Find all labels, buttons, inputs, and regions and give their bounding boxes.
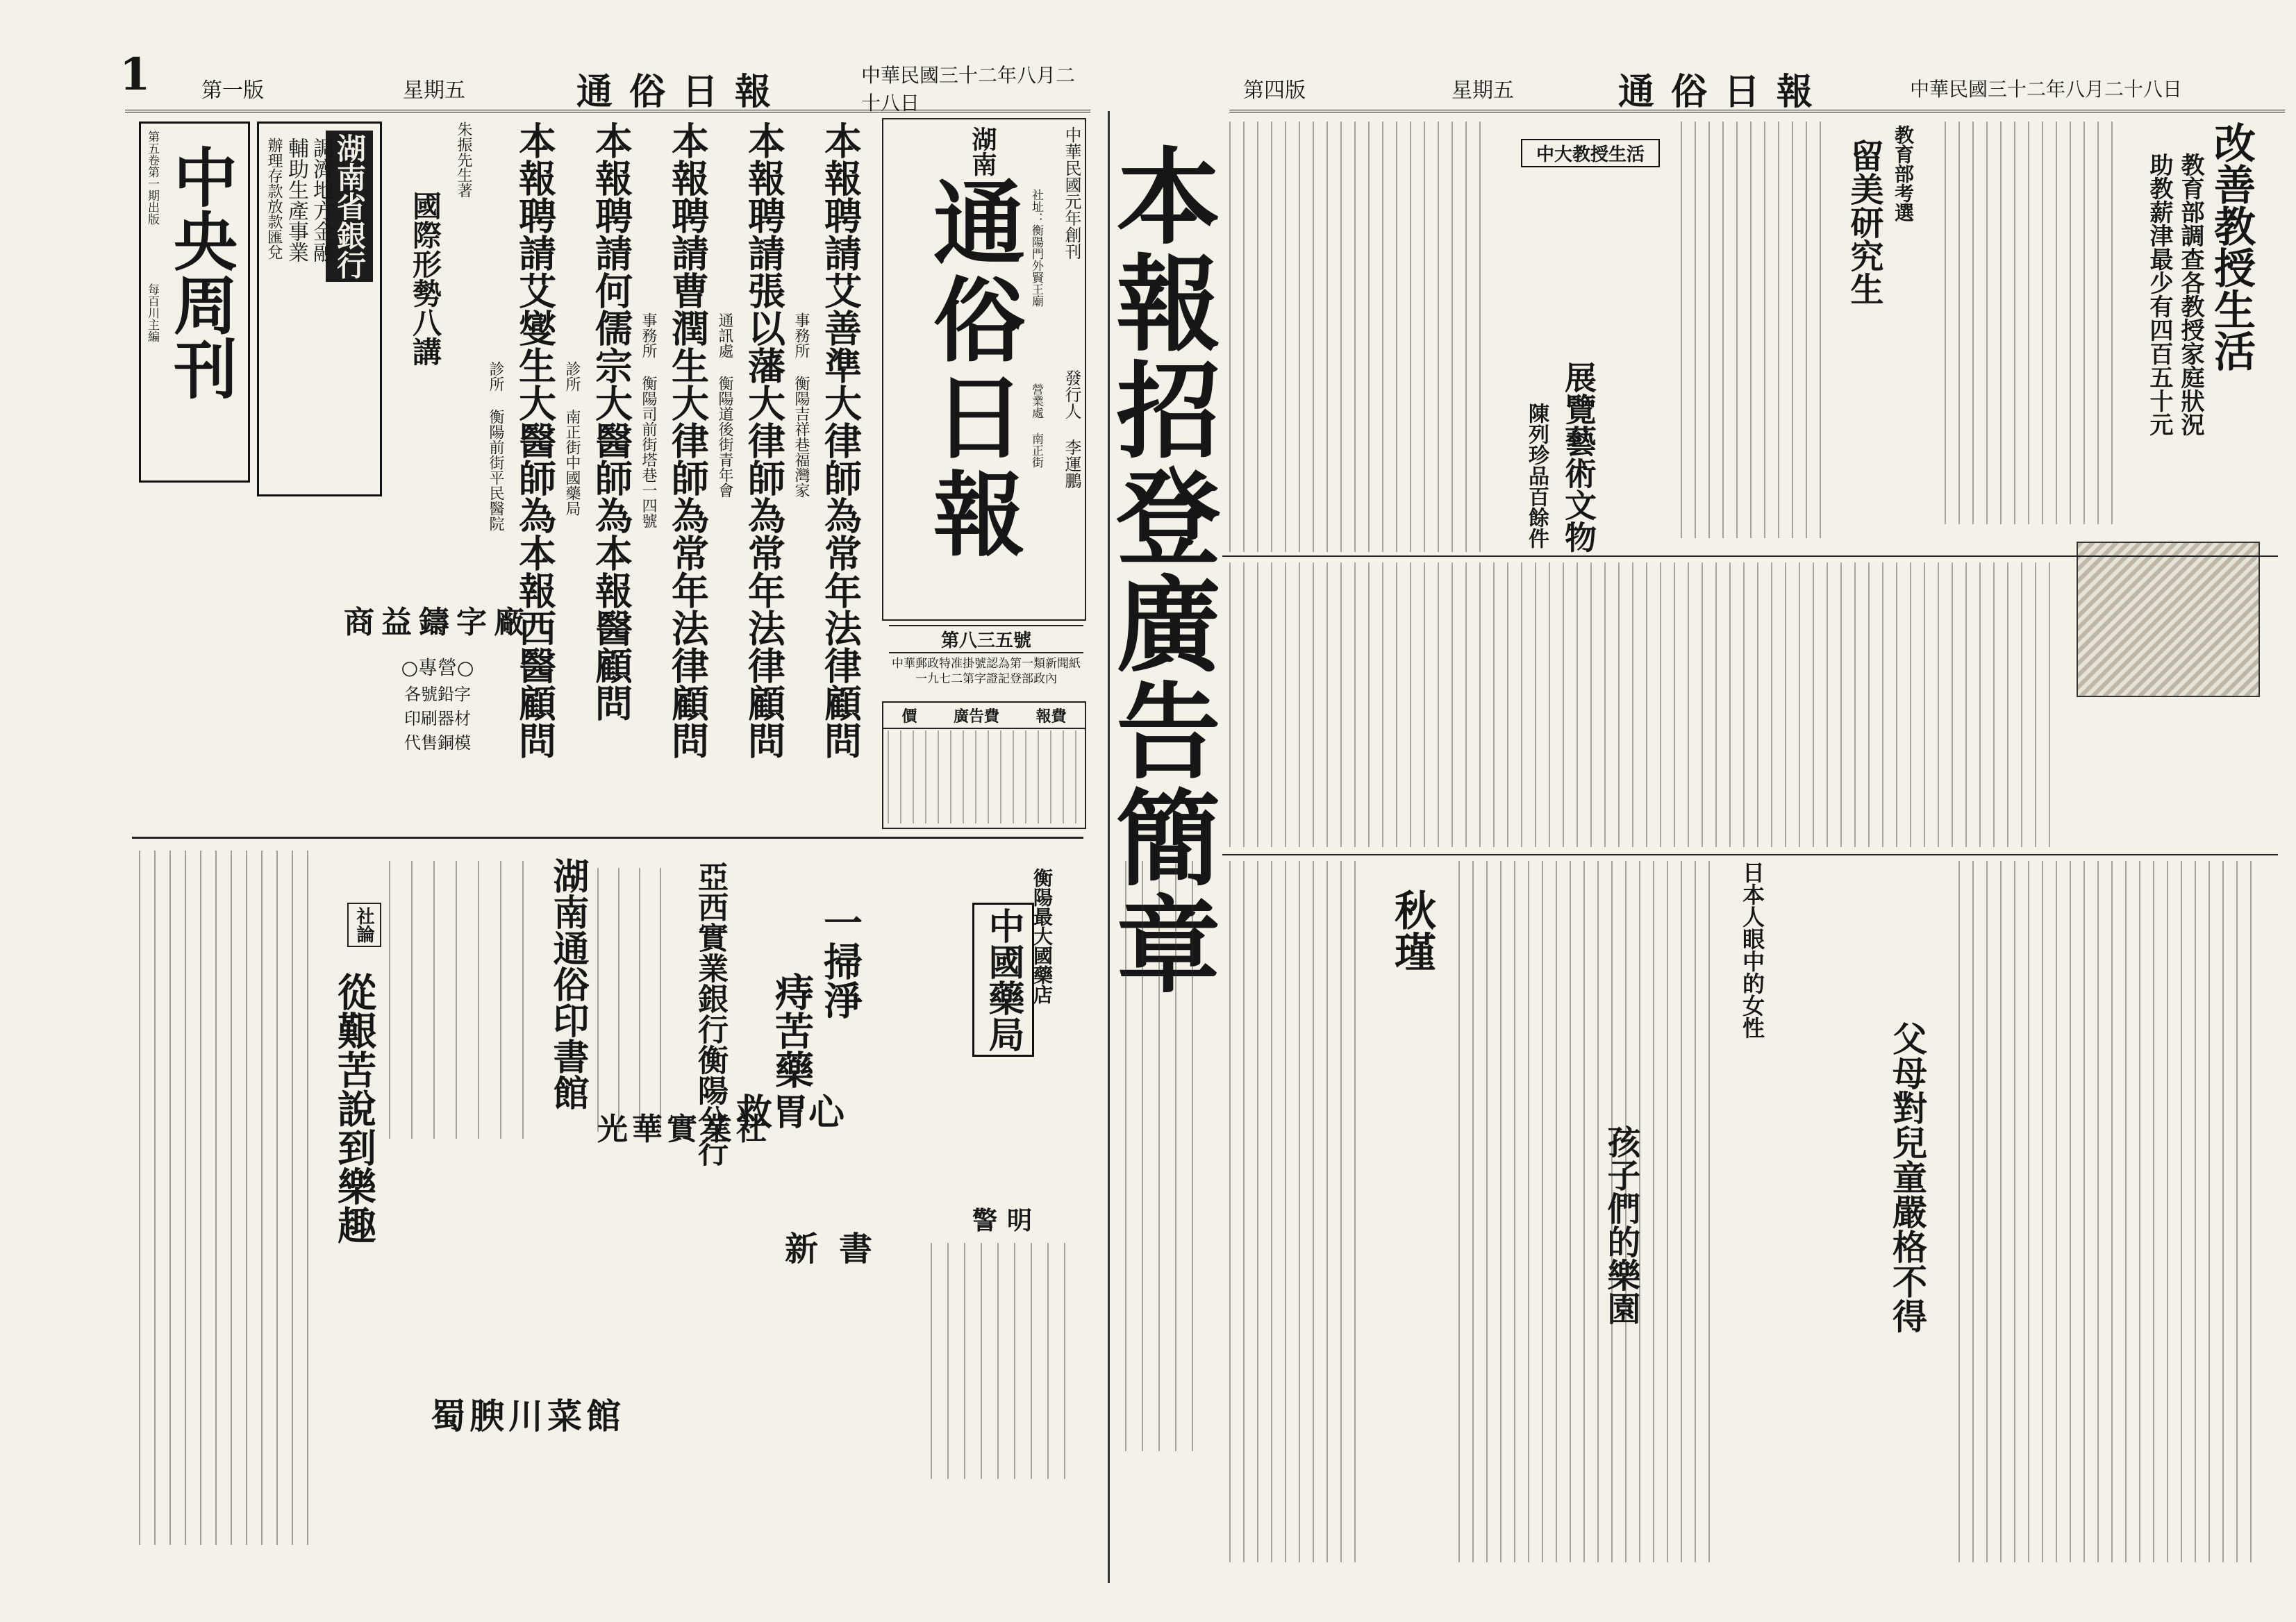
lawyer-note-2: 通訊處 衡陽道後街青年會: [716, 312, 733, 498]
foundry-line-3: 印刷器材: [404, 709, 471, 728]
college-title: 中大教授生活: [1521, 139, 1660, 167]
paper-name: 通俗日報: [576, 70, 788, 113]
doctor-note-1: 診所 南正街中國藥局: [563, 361, 581, 516]
medicine-3: 救胃心: [736, 1092, 845, 1134]
bank2-body: [597, 868, 674, 1132]
right-issue-date: 中華民國三十二年八月二十八日: [1910, 78, 2183, 101]
right-page-body-left: [1229, 122, 1493, 552]
registration-line-1: 中華郵政特准掛號認為第一類新聞紙: [892, 657, 1081, 671]
right-bottom-body-2: [1458, 861, 1722, 1562]
foundry-line-1: ○專營○: [401, 656, 474, 679]
masthead-office: 營業處 南正街: [1029, 383, 1043, 468]
book-author: 朱振先生著: [455, 122, 472, 198]
research-title: 留美研究生: [1845, 139, 1883, 306]
masthead-title: 通俗日報: [917, 175, 1025, 564]
right-paper-name: 通俗日報: [1618, 70, 1830, 113]
warning-body: [931, 1243, 1076, 1479]
book-ad: [389, 122, 472, 510]
rates-table: [882, 701, 1086, 829]
research-sub: 教育部考選: [1892, 125, 1915, 222]
rate-subscription: 報費: [1035, 707, 1067, 726]
print-shop-body: [389, 861, 528, 1139]
foundry-line-4: 代售銅模: [404, 733, 471, 753]
autumn-title: 秋瑾: [1388, 889, 1436, 972]
shu-pharmacy-title: 蜀腴川菜館: [431, 1396, 625, 1437]
right-sub-headline-2: 助教薪津最少有四百五十元: [2145, 153, 2173, 436]
right-main-headline: 改善教授生活: [2207, 122, 2256, 371]
right-divider-1: [1222, 555, 2278, 557]
foundry-line-2: 各號鉛字: [404, 685, 471, 704]
research-body: [1681, 122, 1827, 538]
book-title: 國際形勢八講: [408, 191, 442, 366]
guanghua-title: 光華實業社: [597, 1112, 771, 1147]
issue-date: 中華民國三十二年八月二十八日: [861, 64, 1076, 115]
print-shop-title: 湖南通俗印書館: [547, 858, 589, 1110]
bank-line-3: 辦理存款放款匯兌: [265, 137, 283, 260]
rates-header: [883, 703, 1085, 729]
rate-price: 價: [901, 707, 917, 726]
right-sub-headline: 教育部調查各教授家庭狀況: [2177, 153, 2204, 436]
playground-title: 孩子們的樂園: [1602, 1125, 1640, 1325]
page-label: 第一版: [201, 78, 264, 103]
province-label: 湖南: [968, 126, 997, 176]
doctor-note-2: 診所 衡陽前街平民醫院: [487, 361, 504, 531]
right-page-label: 第四版: [1243, 78, 1306, 103]
pharmacy-title: 中國藥局: [972, 903, 1034, 1057]
lawyer-column-1: 本報聘請艾善準大律師為常年法律顧問: [818, 122, 863, 759]
cartoon-image: [2077, 542, 2260, 697]
right-bottom-body-1: [1958, 861, 2264, 1562]
doctor-column-1: 本報聘請何儒宗大醫師為本報醫顧問: [589, 122, 634, 721]
bank-ad: [257, 122, 382, 496]
lawyer-note-1: 事務所 衡陽吉祥巷福灣家: [792, 312, 810, 498]
new-books-title: 新書: [785, 1230, 894, 1269]
lawyer-note-3: 事務所 衡陽司前街塔巷一四號: [640, 312, 657, 528]
foundry-title: 商益鑄字廠: [344, 605, 531, 640]
big-ad-body: [1125, 861, 1201, 1451]
issue-number: 第八三五號: [889, 625, 1083, 653]
right-middle-body: [1229, 562, 2063, 847]
left-page-header: [119, 49, 1090, 115]
registration-line-2: 一九七二第字證記登部政內: [915, 672, 1057, 686]
masthead: [882, 118, 1086, 621]
bank-title: 湖南省銀行: [326, 131, 373, 282]
lawyer-column-2: 本報聘請張以藩大律師為常年法律顧問: [742, 122, 787, 759]
right-page-header: [1229, 67, 2285, 112]
medicine-2: 痔苦藥: [769, 972, 815, 1089]
weekly-title: 中央周刊: [163, 144, 238, 400]
japanese-title: 日本人眼中的女性: [1739, 861, 1765, 1039]
right-weekday: 星期五: [1451, 78, 1514, 103]
pharmacy-note: 衡陽最大國藥店: [1031, 868, 1054, 1004]
masthead-address: 社址：衡陽門外賢王廟: [1029, 189, 1043, 307]
bank-line-1: 調濟地方金融: [309, 137, 333, 262]
doctor-column-2: 本報聘請艾燮生大醫師為本報西醫顧問: [513, 122, 558, 759]
right-divider-2: [1222, 854, 2278, 855]
registration: [889, 656, 1083, 687]
weekly-line-2: 每百川主編: [145, 283, 159, 342]
type-foundry-ad: [333, 597, 542, 826]
right-bottom-body-3: [1229, 861, 1368, 1562]
publisher-note: 發行人 李運鵬: [1062, 369, 1081, 489]
weekday: 星期五: [403, 78, 465, 103]
bank2-title: 亞西實業銀行衡陽分行: [692, 861, 728, 1167]
essay-title: 從艱苦說到樂趣: [331, 972, 377, 1244]
rate-ad: 廣告費: [953, 707, 999, 726]
page-mark: 1: [119, 49, 151, 101]
bank-line-2: 輔助生產事業: [284, 137, 308, 262]
rates-body: [888, 730, 1081, 823]
warning-title: 警明: [972, 1206, 1042, 1235]
essay-tag: 社論: [347, 903, 381, 947]
lawyer-column-3: 本報聘請曹潤生大律師為常年法律顧問: [665, 122, 710, 759]
exhibition-sub: 陳列珍品百餘件: [1524, 403, 1549, 549]
right-main-body: [1945, 122, 2125, 524]
big-ad-title: 本報招登廣告簡章: [1098, 142, 1221, 998]
left-divider: [132, 837, 1083, 839]
founded-note: 中華民國元年創刊: [1062, 126, 1081, 260]
children-title: 父母對兒童嚴格不得: [1887, 1021, 1928, 1333]
exhibition-title: 展覽藝術文物: [1560, 361, 1597, 553]
essay-body: [139, 851, 319, 1545]
weekly-ad: [139, 122, 250, 483]
weekly-line-1: 第五卷第一期出版: [145, 131, 159, 225]
medicine-1: 一掃淨: [817, 903, 863, 1019]
